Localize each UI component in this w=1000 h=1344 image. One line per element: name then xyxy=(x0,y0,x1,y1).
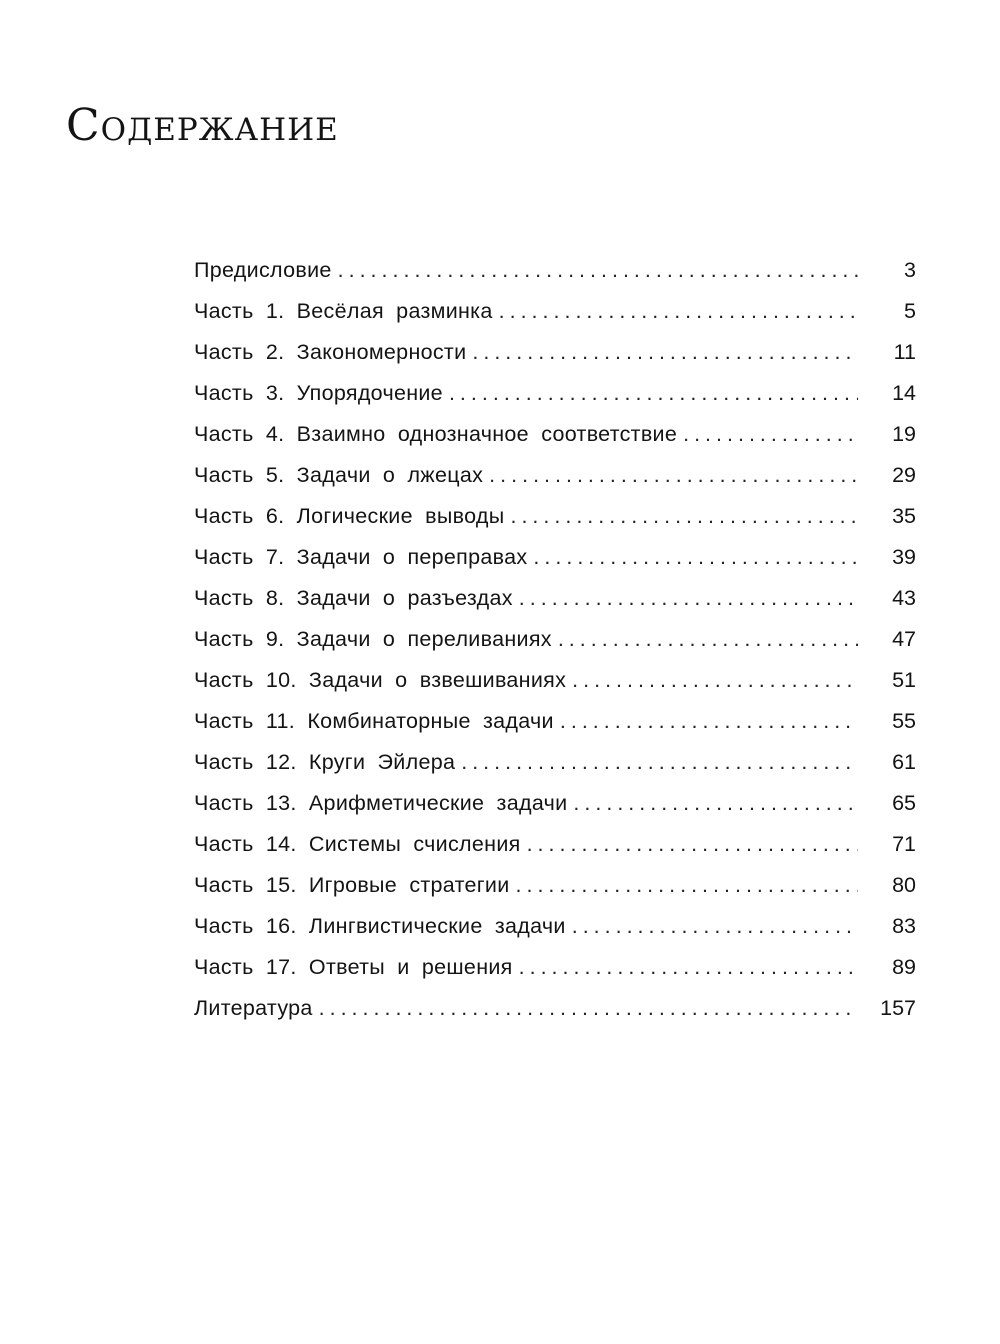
toc-entry-title: Литература xyxy=(194,996,313,1020)
dot-leader xyxy=(527,824,858,865)
dot-leader xyxy=(558,619,858,660)
toc-entry-title: Часть 17. Ответы и решения xyxy=(194,955,513,979)
dot-leader xyxy=(533,537,858,578)
toc-entry[interactable] xyxy=(194,865,916,906)
dot-leader xyxy=(472,332,858,373)
dot-leader xyxy=(519,578,858,619)
toc-entry[interactable] xyxy=(194,824,916,865)
toc-entry[interactable] xyxy=(194,660,916,701)
toc-entry-page: 43 xyxy=(892,586,916,610)
toc-entry-title: Часть 9. Задачи о переливаниях xyxy=(194,627,552,651)
toc-entry-title: Часть 8. Задачи о разъездах xyxy=(194,586,513,610)
toc-entry-page: 65 xyxy=(892,791,916,815)
toc-entry-page: 14 xyxy=(892,381,916,405)
dot-leader xyxy=(572,660,858,701)
toc-entry-title: Часть 4. Взаимно однозначное соответствие xyxy=(194,422,678,446)
toc-entry-title: Часть 7. Задачи о переправах xyxy=(194,545,528,569)
toc-entry-page: 39 xyxy=(892,545,916,569)
page-title: Содержание xyxy=(66,100,339,151)
dot-leader xyxy=(461,742,858,783)
toc-entry[interactable] xyxy=(194,496,916,537)
dot-leader xyxy=(683,414,858,455)
dot-leader xyxy=(560,701,858,742)
toc-entry-page: 80 xyxy=(892,873,916,897)
toc-entry-page: 89 xyxy=(892,955,916,979)
dot-leader xyxy=(338,250,858,291)
toc-entry-title: Часть 5. Задачи о лжецах xyxy=(194,463,484,487)
toc-entry-page: 83 xyxy=(892,914,916,938)
dot-leader xyxy=(319,988,852,1029)
toc-entry-page: 51 xyxy=(892,668,916,692)
dot-leader xyxy=(489,455,858,496)
toc-entry[interactable] xyxy=(194,947,916,988)
toc-entry-page: 47 xyxy=(892,627,916,651)
toc-entry-page: 55 xyxy=(892,709,916,733)
toc-entry[interactable] xyxy=(194,373,916,414)
dot-leader xyxy=(510,496,858,537)
toc-entry[interactable] xyxy=(194,906,916,947)
toc-entry-title: Часть 16. Лингвистические задачи xyxy=(194,914,566,938)
toc-entry[interactable] xyxy=(194,414,916,455)
toc-entry[interactable] xyxy=(194,783,916,824)
toc-entry-page: 11 xyxy=(893,340,916,364)
toc-entry-title: Часть 3. Упорядочение xyxy=(194,381,443,405)
toc-entry-title: Часть 11. Комбинаторные задачи xyxy=(194,709,554,733)
toc-entry[interactable] xyxy=(194,742,916,783)
toc-entry-page: 3 xyxy=(904,258,916,282)
toc-entry[interactable] xyxy=(194,578,916,619)
toc-entry-page: 61 xyxy=(892,750,916,774)
dot-leader xyxy=(449,373,858,414)
toc-entry[interactable] xyxy=(194,537,916,578)
dot-leader xyxy=(516,865,859,906)
dot-leader xyxy=(573,783,858,824)
toc-entry-title: Часть 6. Логические выводы xyxy=(194,504,505,528)
toc-entry[interactable] xyxy=(194,988,916,1029)
dot-leader xyxy=(499,291,858,332)
toc-entry-page: 19 xyxy=(892,422,916,446)
toc-entry-page: 5 xyxy=(904,299,916,323)
dot-leader xyxy=(572,906,858,947)
toc-entry[interactable] xyxy=(194,332,916,373)
table-of-contents xyxy=(194,250,916,1029)
toc-entry[interactable] xyxy=(194,701,916,742)
toc-entry-page: 29 xyxy=(892,463,916,487)
toc-entry[interactable] xyxy=(194,250,916,291)
toc-entry-title: Часть 15. Игровые стратегии xyxy=(194,873,510,897)
toc-entry-page: 71 xyxy=(892,832,916,856)
toc-entry[interactable] xyxy=(194,455,916,496)
toc-entry-title: Часть 12. Круги Эйлера xyxy=(194,750,456,774)
toc-entry-page: 35 xyxy=(892,504,916,528)
toc-entry[interactable] xyxy=(194,291,916,332)
dot-leader xyxy=(519,947,858,988)
toc-entry-title: Часть 14. Системы счисления xyxy=(194,832,521,856)
toc-entry-title: Часть 13. Арифметические задачи xyxy=(194,791,568,815)
toc-entry[interactable] xyxy=(194,619,916,660)
toc-entry-title: Часть 10. Задачи о взвешиваниях xyxy=(194,668,567,692)
toc-entry-page: 157 xyxy=(880,996,916,1020)
toc-entry-title: Часть 1. Весёлая разминка xyxy=(194,299,493,323)
toc-entry-title: Предисловие xyxy=(194,258,332,282)
toc-entry-title: Часть 2. Закономерности xyxy=(194,340,467,364)
